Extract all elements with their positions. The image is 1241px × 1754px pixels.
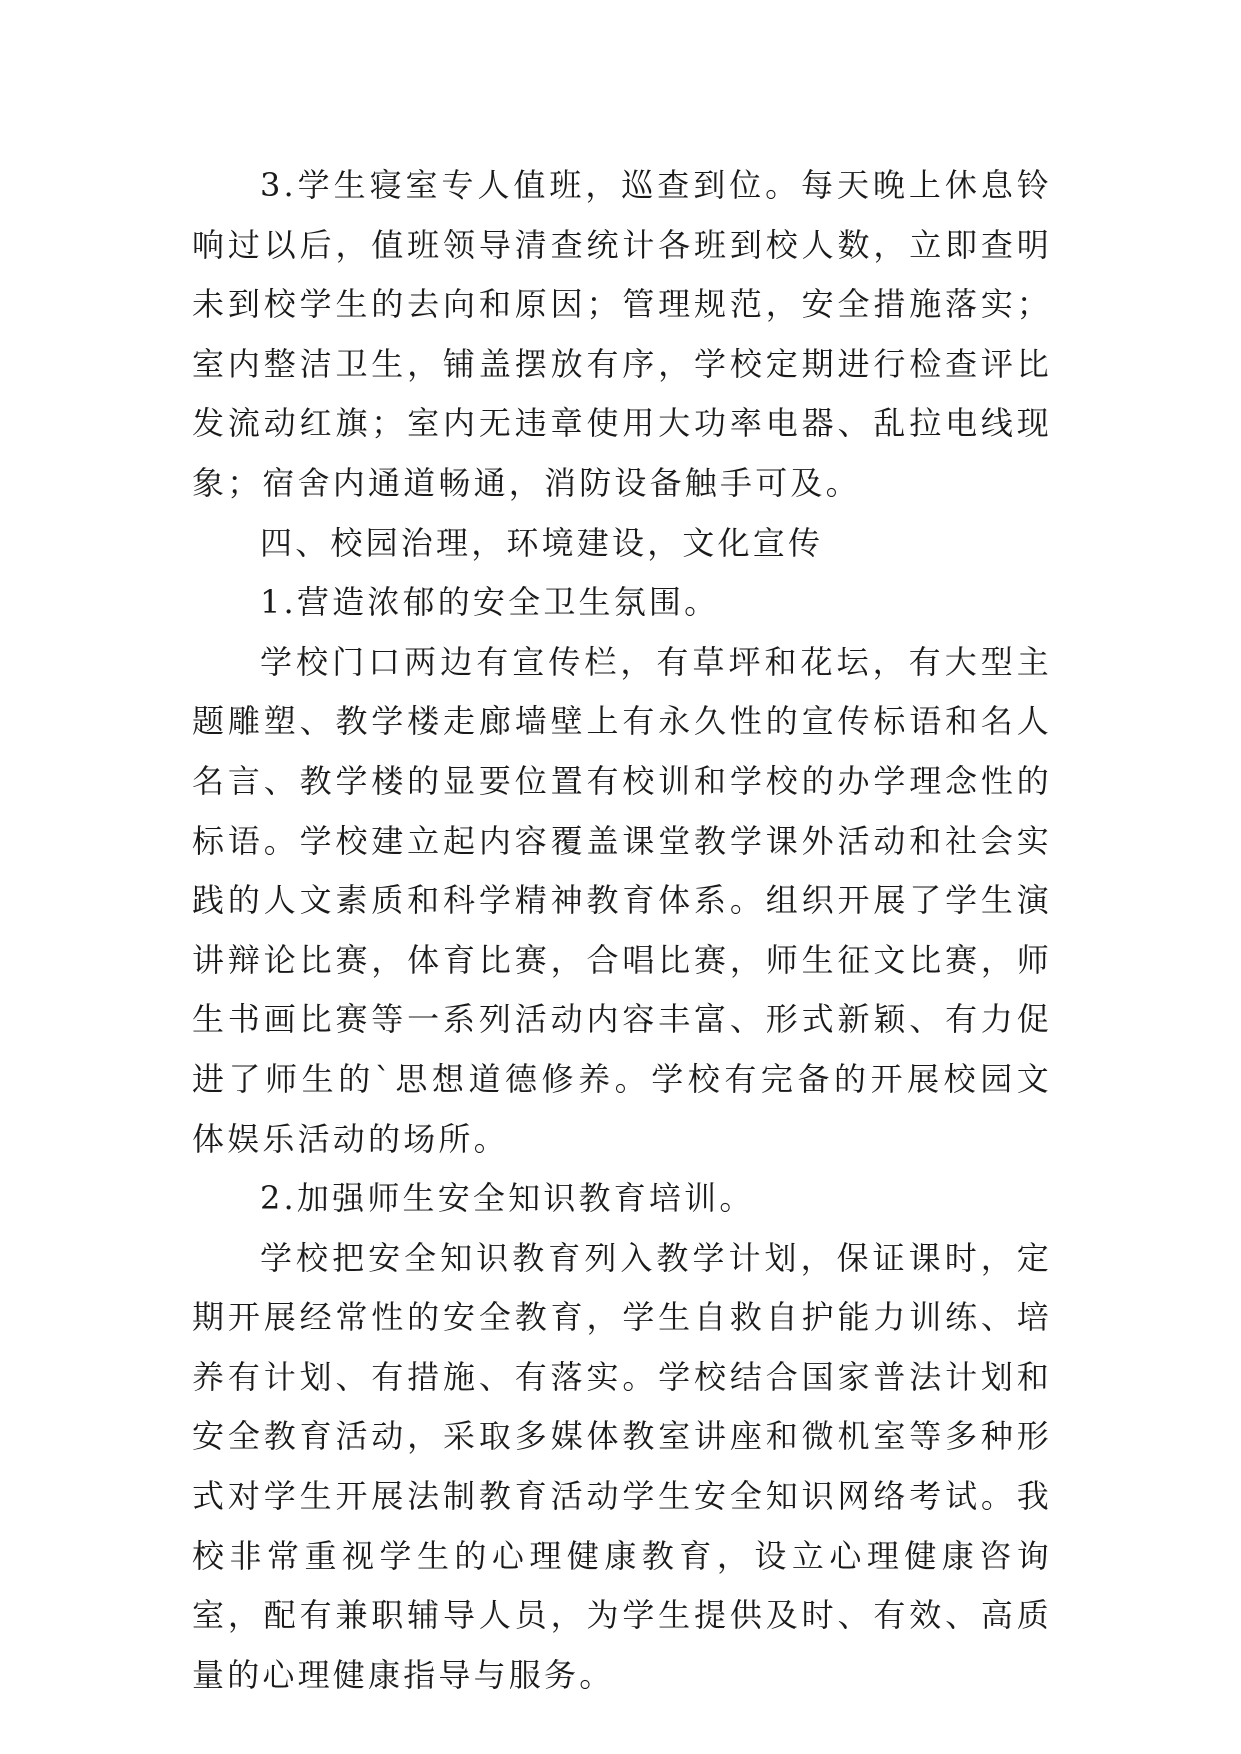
document-body [192,156,1052,1705]
paragraph-dormitory-duty: 3.学生寝室专人值班，巡查到位。每天晚上休息铃响过以后，值班领导清查统计各班到校人数，立即查明未到校学生的去向和原因；管理规范，安全措施落实；室内整洁卫生，铺盖摆放有序，学校定期进行检查评比发流动红旗；室内无违章使用大功率电器、乱拉电线现象；宿舍内通道畅通，消防设备触手可及。 [192,166,1052,502]
subheading-safety-atmosphere: 1.营造浓郁的安全卫生氛围。 [260,583,720,622]
subheading-safety-training: 2.加强师生安全知识教育培训。 [260,1179,755,1218]
paragraph-safety-education: 学校把安全知识教育列入教学计划，保证课时，定期开展经常性的安全教育，学生自救自护能力训练、培养有计划、有措施、有落实。学校结合国家普法计划和安全教育活动，采取多媒体教室讲座和微机室等多种形式对学生开展法制教育活动学生安全知识网络考试。我校非常重视学生的心理健康教育，设立心理健康咨询室，配有兼职辅导人员，为学生提供及时、有效、高质量的心理健康指导与服务。 [192,1238,1052,1694]
paragraph-campus-culture: 学校门口两边有宣传栏，有草坪和花坛，有大型主题雕塑、教学楼走廊墙壁上有永久性的宣传标语和名人名言、教学楼的显要位置有校训和学校的办学理念性的标语。学校建立起内容覆盖课堂教学课外活动和社会实践的人文素质和科学精神教育体系。组织开展了学生演讲辩论比赛，体育比赛，合唱比赛，师生征文比赛，师生书画比赛等一系列活动内容丰富、形式新颖、有力促进了师生的`思想道德修养。学校有完备的开展校园文体娱乐活动的场所。 [192,642,1052,1158]
section-heading-campus-governance: 四、校园治理，环境建设，文化宣传 [260,523,824,562]
